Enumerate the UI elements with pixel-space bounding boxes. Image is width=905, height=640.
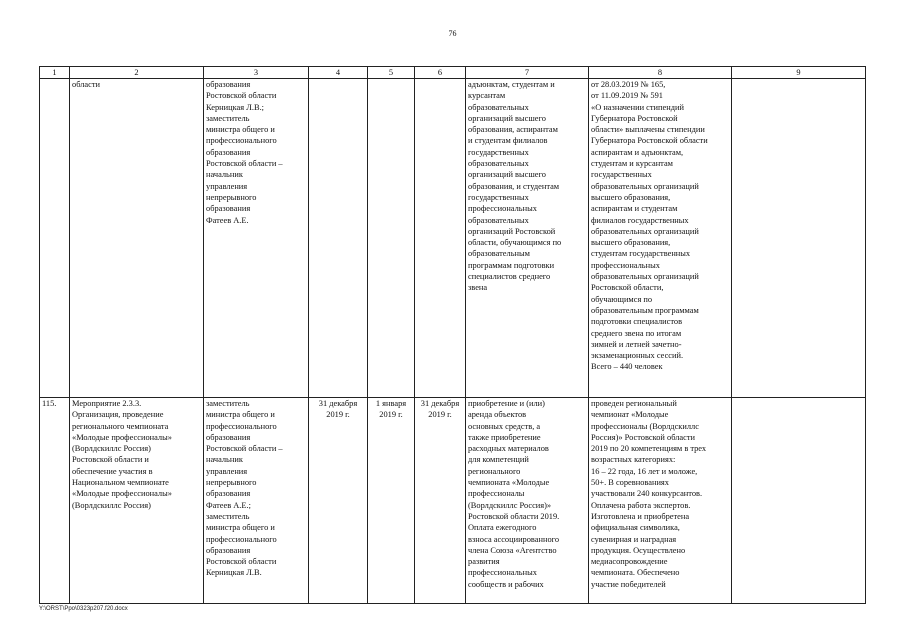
responsible-cell: заместитель министра общего и профессионального образования Ростовской области – начальник управления непрерывного образования Фатеев А.Е.; заместитель министра общего и профессионального образования Ростовской области Керницкая Л.В. — [204, 398, 309, 604]
column-header-2: 2 — [70, 67, 204, 79]
actual-result-cell: проведен региональный чемпионат «Молодые профессионалы (Ворлдскиллс Россия)» Ростовской области 2019 по 20 компетенциям в трех возрастных категориях: 16 – 22 года, 16 лет и моложе, 50+. В соревнованиях участвовали 240 конкурсантов. Оплачена работа экспертов. Изготовлена и приобретена официальная символика, сувенирная и наградная продукция. Осуществлено медиасопровождение чемпионата. Обеспечено участие победителей — [589, 398, 732, 604]
row-number-cell — [40, 79, 70, 398]
page-number: 76 — [448, 29, 457, 38]
start-date-cell — [368, 79, 415, 398]
column-header-4: 4 — [309, 67, 368, 79]
column-header-6: 6 — [415, 67, 466, 79]
column-header-7: 7 — [466, 67, 589, 79]
table-row — [40, 79, 866, 398]
end-date-cell — [415, 79, 466, 398]
report-table — [39, 66, 866, 604]
measure-cell: области — [70, 79, 204, 398]
column-header-5: 5 — [368, 67, 415, 79]
notes-cell — [732, 398, 866, 604]
planned-date-cell: 31 декабря 2019 г. — [309, 398, 368, 604]
expected-result-cell: приобретение и (или) аренда объектов основных средств, а также приобретение расходных материалов для компетенций регионального чемпионата «Молодые профессионалы (Ворлдскиллс Россия)» Ростовской области 2019. Оплата ежегодного взноса ассоциированного члена Союза «Агентство развития профессиональных сообществ и рабочих — [466, 398, 589, 604]
column-header-8: 8 — [589, 67, 732, 79]
planned-date-cell — [309, 79, 368, 398]
start-date-cell: 1 января 2019 г. — [368, 398, 415, 604]
actual-result-cell: от 28.03.2019 № 165, от 11.09.2019 № 591 «О назначении стипендий Губернатора Ростовской области» выплачены стипендии Губернатора Ростовской области аспирантам и адъюнктам, студентам и курсантам государственных образовательных организаций высшего образования, аспирантам и студентам филиалов государственных образовательных организаций высшего образования, студентам государственных профессиональных образовательных организаций Ростовской области, обучающимся по образовательным программам подготовки специалистов среднего звена по итогам зимней и летней зачетно- экзаменационных сессий. Всего – 440 человек — [589, 79, 732, 398]
column-number-row — [40, 67, 866, 79]
notes-cell — [732, 79, 866, 398]
end-date-cell: 31 декабря 2019 г. — [415, 398, 466, 604]
measure-cell: Мероприятие 2.3.3. Организация, проведение регионального чемпионата «Молодые профессионалы» (Ворлдскиллс Россия) Ростовской области и обеспечение участия в Национальном чемпионате «Молодые профессионалы» (Ворлдскиллс Россия) — [70, 398, 204, 604]
file-path-footer: Y:\ORST\Ppo\0323p207.f20.docx — [39, 606, 128, 612]
row-number-cell: 115. — [40, 398, 70, 604]
column-header-1: 1 — [40, 67, 70, 79]
column-header-9: 9 — [732, 67, 866, 79]
column-header-3: 3 — [204, 67, 309, 79]
expected-result-cell: адъюнктам, студентам и курсантам образовательных организаций высшего образования, аспирантам и студентам филиалов государственных образовательных организаций высшего образования, и студентам государственных профессиональных образовательных организаций Ростовской области, обучающимся по образовательным программам подготовки специалистов среднего звена — [466, 79, 589, 398]
responsible-cell: образования Ростовской области Керницкая Л.В.; заместитель министра общего и профессионального образования Ростовской области – начальник управления непрерывного образования Фатеев А.Е. — [204, 79, 309, 398]
table-row — [40, 398, 866, 604]
